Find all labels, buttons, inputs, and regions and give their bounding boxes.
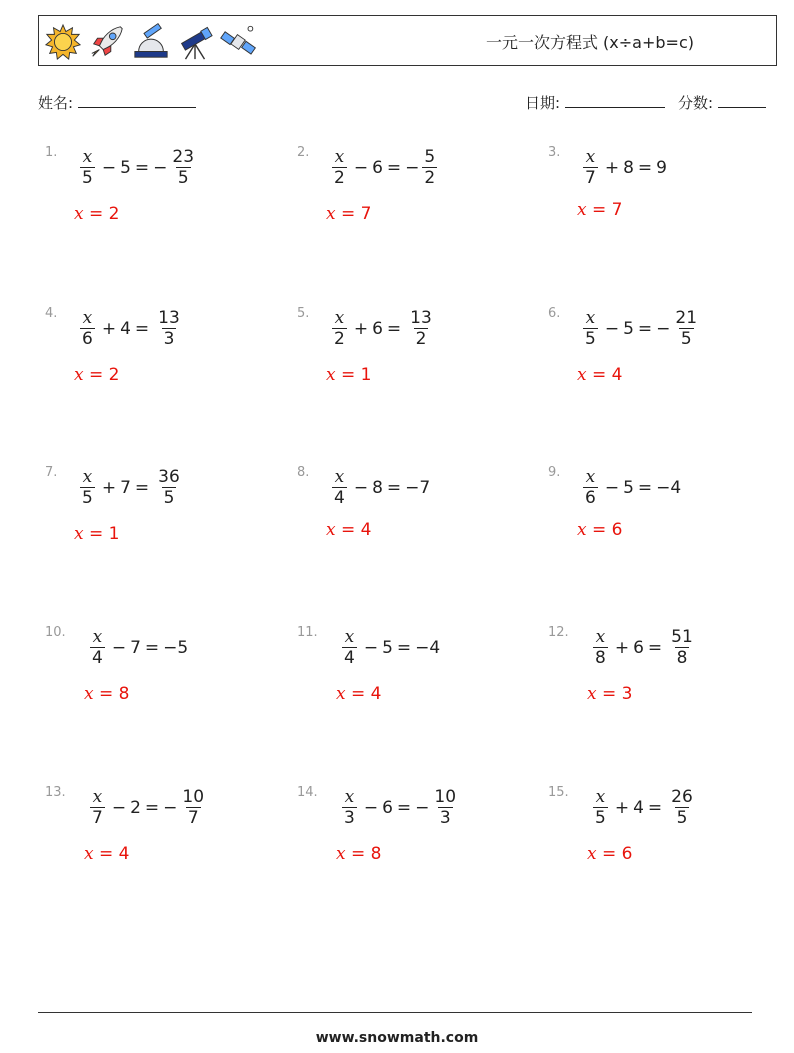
addend: 2 [130,797,141,818]
problem-number: 12. [548,625,569,640]
divisor: 4 [334,488,345,508]
equals-sign: = [647,797,663,818]
operator: + [101,318,117,339]
answer-equals: = [89,204,104,224]
problem-number: 1. [45,145,58,160]
operator: − [111,637,127,658]
problem-number: 10. [45,625,66,640]
lhs-fraction [90,627,105,668]
divisor: 7 [585,168,596,188]
lhs-fraction [593,627,608,668]
answer-equals: = [602,684,617,704]
variable: x [334,467,345,487]
rhs-fraction [422,147,437,188]
rhs-fraction [408,308,434,349]
answer [577,200,622,220]
equals-sign: = [637,477,653,498]
divisor: 6 [585,488,596,508]
equation [87,787,209,828]
variable: x [82,147,93,167]
footer-url: www.snowmath.com [315,1030,479,1046]
problem-number: 3. [548,145,561,160]
equals-sign: = [134,318,150,339]
rhs-denominator: 7 [187,808,199,828]
lhs-fraction [583,467,598,508]
rhs-numerator: 10 [182,787,205,807]
rhs-value: −4 [415,637,441,658]
addend: 5 [623,318,634,339]
rhs-fraction [156,467,182,508]
equation [580,147,667,188]
equation [590,627,698,668]
lhs-fraction [593,787,608,828]
addend: 6 [372,318,383,339]
answer-value: 3 [621,684,633,704]
header-box [38,15,777,66]
answer-value: 6 [611,520,623,540]
answer-value: 6 [621,844,633,864]
name-field [38,92,196,113]
answer-equals: = [89,524,104,544]
rhs-fraction [156,308,182,349]
equation [580,308,702,349]
rhs-numerator: 21 [675,308,698,328]
lhs-fraction [80,467,95,508]
rhs-denominator: 8 [676,648,688,668]
rhs-value: 9 [656,157,667,178]
rhs-fraction [180,787,206,828]
answer-value: 4 [611,365,623,385]
answer-variable: x [326,204,336,224]
answer [587,844,632,864]
addend: 4 [633,797,644,818]
rhs-sign: − [405,157,420,178]
addend: 7 [130,637,141,658]
answer [577,520,622,540]
divisor: 5 [82,488,93,508]
equation [329,147,440,188]
problem-number: 5. [297,306,310,321]
lhs-fraction [332,467,347,508]
rhs-numerator: 10 [434,787,457,807]
equals-sign: = [396,637,412,658]
equals-sign: = [386,477,402,498]
problem-number: 9. [548,465,561,480]
problem-number: 8. [297,465,310,480]
addend: 7 [120,477,131,498]
answer-variable: x [336,844,346,864]
lhs-fraction [80,308,95,349]
equation [77,147,199,188]
variable: x [595,627,606,647]
answer-equals: = [592,200,607,220]
variable: x [82,308,93,328]
rhs-fraction [432,787,458,828]
satellite-icon [220,22,258,62]
answer-equals: = [89,365,104,385]
divisor: 4 [344,648,355,668]
variable: x [595,787,606,807]
rocket-icon [88,22,126,62]
answer [326,520,371,540]
rhs-denominator: 5 [177,168,189,188]
answer [336,684,381,704]
answer-equals: = [341,204,356,224]
rhs-sign: − [153,157,168,178]
footer-divider [38,1012,752,1013]
rhs-denominator: 5 [680,329,692,349]
equals-sign: = [386,318,402,339]
lhs-fraction [332,147,347,188]
answer [336,844,381,864]
answer-value: 8 [370,844,382,864]
divisor: 6 [82,329,93,349]
answer-variable: x [587,684,597,704]
operator: − [101,157,117,178]
equals-sign: = [386,157,402,178]
equation [329,467,430,508]
answer [74,365,119,385]
equation [77,308,185,349]
answer-value: 4 [360,520,372,540]
operator: − [353,157,369,178]
equation [580,467,681,508]
lhs-fraction [342,627,357,668]
rhs-sign: − [415,797,430,818]
problem-number: 6. [548,306,561,321]
variable: x [585,308,596,328]
rhs-numerator: 13 [158,308,180,328]
answer-variable: x [326,365,336,385]
answer-variable: x [84,684,94,704]
rhs-denominator: 5 [163,488,175,508]
rhs-value: −7 [405,477,431,498]
operator: + [353,318,369,339]
variable: x [585,467,596,487]
answer-equals: = [341,365,356,385]
equation [339,627,440,668]
answer-equals: = [99,844,114,864]
operator: + [614,797,630,818]
equation [77,467,185,508]
variable: x [92,627,103,647]
variable: x [82,467,93,487]
answer [577,365,622,385]
answer-value: 7 [360,204,372,224]
observatory-icon [132,22,170,62]
problem-number: 4. [45,306,58,321]
rhs-numerator: 26 [671,787,693,807]
rhs-value: −4 [656,477,682,498]
addend: 6 [633,637,644,658]
equals-sign: = [647,637,663,658]
lhs-fraction [90,787,105,828]
score-label: 分数: [678,94,714,112]
addend: 4 [120,318,131,339]
divisor: 7 [92,808,103,828]
answer-variable: x [74,204,84,224]
equals-sign: = [144,797,160,818]
operator: + [101,477,117,498]
score-field [678,92,766,113]
divisor: 2 [334,168,345,188]
divisor: 2 [334,329,345,349]
rhs-numerator: 23 [172,147,195,167]
equals-sign: = [134,477,150,498]
answer-variable: x [74,524,84,544]
answer-variable: x [577,520,587,540]
rhs-fraction [669,627,695,668]
answer-variable: x [326,520,336,540]
rhs-denominator: 5 [676,808,688,828]
divisor: 5 [585,329,596,349]
addend: 5 [120,157,131,178]
operator: − [111,797,127,818]
rhs-fraction [673,308,699,349]
variable: x [92,787,103,807]
answer-variable: x [577,365,587,385]
operator: − [363,797,379,818]
rhs-fraction [170,147,196,188]
date-line[interactable] [565,93,665,108]
answer-variable: x [74,365,84,385]
answer-value: 7 [611,200,623,220]
problem-number: 14. [297,785,318,800]
rhs-denominator: 2 [415,329,427,349]
rhs-numerator: 13 [410,308,432,328]
operator: − [363,637,379,658]
rhs-numerator: 5 [424,147,436,167]
operator: − [604,318,620,339]
divisor: 3 [344,808,355,828]
equation [329,308,437,349]
addend: 6 [382,797,393,818]
operator: + [604,157,620,178]
problem-number: 13. [45,785,66,800]
answer-value: 2 [108,204,120,224]
equals-sign: = [637,157,653,178]
answer-variable: x [336,684,346,704]
lhs-fraction [332,308,347,349]
answer [74,204,119,224]
problem-number: 11. [297,625,318,640]
equation [87,627,188,668]
rhs-denominator: 2 [424,168,436,188]
equals-sign: = [396,797,412,818]
answer [326,365,371,385]
score-line[interactable] [718,93,766,108]
problem-number: 2. [297,145,310,160]
rhs-numerator: 51 [671,627,693,647]
addend: 6 [372,157,383,178]
divisor: 5 [82,168,93,188]
answer-equals: = [592,365,607,385]
answer-value: 8 [118,684,130,704]
divisor: 5 [595,808,606,828]
equals-sign: = [637,318,653,339]
rhs-sign: − [163,797,178,818]
answer-equals: = [351,684,366,704]
addend: 5 [382,637,393,658]
rhs-denominator: 3 [439,808,451,828]
answer-equals: = [99,684,114,704]
rhs-denominator: 3 [163,329,175,349]
answer [84,684,129,704]
variable: x [334,308,345,328]
answer-value: 1 [360,365,372,385]
operator: + [614,637,630,658]
lhs-fraction [342,787,357,828]
addend: 8 [623,157,634,178]
sun-icon [44,22,82,62]
answer-equals: = [592,520,607,540]
rhs-fraction [669,787,695,828]
answer-value: 2 [108,365,120,385]
addend: 5 [623,477,634,498]
answer [74,524,119,544]
equals-sign: = [134,157,150,178]
name-label: 姓名: [38,94,74,112]
answer-equals: = [602,844,617,864]
equation [590,787,698,828]
variable: x [344,787,355,807]
answer [84,844,129,864]
equation [339,787,461,828]
answer [326,204,371,224]
problem-number: 7. [45,465,58,480]
answer [587,684,632,704]
problem-number: 15. [548,785,569,800]
lhs-fraction [583,308,598,349]
worksheet-title: 一元一次方程式 (x÷a+b=c) [485,33,694,52]
answer-value: 1 [108,524,120,544]
operator: − [353,477,369,498]
answer-variable: x [84,844,94,864]
variable: x [585,147,596,167]
answer-value: 4 [118,844,130,864]
operator: − [604,477,620,498]
addend: 8 [372,477,383,498]
variable: x [344,627,355,647]
name-line[interactable] [78,93,196,108]
telescope-icon [176,22,214,62]
lhs-fraction [80,147,95,188]
answer-equals: = [341,520,356,540]
rhs-numerator: 36 [158,467,180,487]
date-label: 日期: [525,94,561,112]
variable: x [334,147,345,167]
lhs-fraction [583,147,598,188]
answer-variable: x [577,200,587,220]
divisor: 8 [595,648,606,668]
rhs-sign: − [656,318,671,339]
rhs-value: −5 [163,637,189,658]
date-field [525,92,665,113]
equals-sign: = [144,637,160,658]
answer-variable: x [587,844,597,864]
divisor: 4 [92,648,103,668]
header-icons [44,20,258,64]
answer-value: 4 [370,684,382,704]
answer-equals: = [351,844,366,864]
